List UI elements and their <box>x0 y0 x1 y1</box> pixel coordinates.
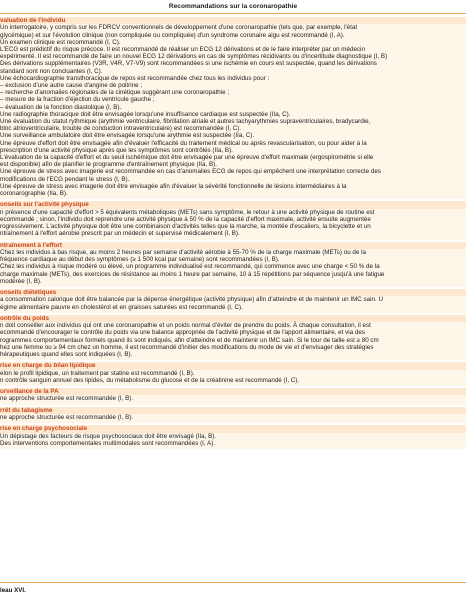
recommendation-line: n présence d'une capacité d'effort > 5 équivalents métaboliques (METs) sans symptôme, le retour à une activité physique de routine est <box>0 208 375 216</box>
section-body <box>0 209 466 240</box>
recommendation-line: ecommandé ; sinon, l'individu doit reprendre une activité physique à 50 % de la capacité d'effort maximale, activité ensuite augmentée <box>0 215 371 223</box>
recommendation-line: ne approche structurée est recommandée (I, B). <box>0 413 134 421</box>
recommendation-line: Un interrogatoire, y compris sur les FDRCV conventionnels de développement d'une coronaropathie (tels que, par exemple, l'état <box>0 24 358 32</box>
recommendation-line: ntraînement à l'effort aérobie prescrit par un médecin et supervisé médicalement (I, B). <box>0 230 240 238</box>
section-body <box>0 433 466 449</box>
table-title: Recommandations sur la coronaropathie <box>168 3 298 10</box>
recommendation-line: coronarographie (IIa, B). <box>0 190 68 198</box>
section-heading: onseils sur l'activité physique <box>0 201 466 208</box>
section-heading: rrêt du tabagisme <box>0 407 466 414</box>
recommendation-line: charge maximale (METs), des exercices de résistance au moins 1 heure par semaine, 10 à 15 répétitions par séquence jusqu'à une fatigue <box>0 270 385 278</box>
recommendation-line: hérapeutiques quand elles sont indiquées (I, B). <box>0 350 133 358</box>
recommendation-line: – évaluation de la fonction diastolique (I, B). <box>0 103 122 111</box>
recommendation-line: Des dérivations supplémentaires (V3R, V4R, V7-V9) sont recommandées si une ischémie en cours est suspectée, quand les dérivations <box>0 60 377 68</box>
section-body <box>0 322 466 360</box>
section-body <box>0 370 466 386</box>
bottom-divider <box>0 582 466 583</box>
section-heading: valuation de l'individu <box>0 17 466 24</box>
recommendation-line: expérimenté. Il est recommandé de faire un nouvel ECG 12 dérivations en cas de symptômes récidivants ou d'incertitude diagnostique (I, B) <box>0 53 388 61</box>
recommendation-line: Une surveillance ambulatoire doit être envisagée lorsqu'une arythmie est suspectée (IIa, C). <box>0 132 255 140</box>
recommendation-line: ne approche structurée est recommandée (I, B). <box>0 395 134 403</box>
recommendation-line: glycémique) et sur l'évolution clinique (non compliquée ou compliquée) d'un syndrome coronaire aigu est recommandé (I, A). <box>0 31 345 39</box>
recommendation-line: hez une femme ou ≥ 94 cm chez un homme, il est recommandé d'initier des modifications du mode de vie et d'envisager des stratégies <box>0 343 374 351</box>
recommendation-line: Un examen clinique est recommandé (I, C). <box>0 38 121 46</box>
section-heading: rise en charge psychosociale <box>0 425 466 432</box>
recommendation-line: – recherche d'anomalies régionales de la cinétique suggérant une coronaropathie ; <box>0 89 230 97</box>
recommendation-line: égime alimentaire pauvre en cholestérol et en graisses saturées est recommandé (I, C). <box>0 303 243 311</box>
recommendation-line: – exclusion d'une autre cause d'angine de poitrine ; <box>0 82 143 90</box>
recommendation-line: Un dépistage des facteurs de risque psychosociaux doit être envisagé (IIa, B). <box>0 432 217 440</box>
recommendation-line: bloc atrioventriculaire, trouble de conduction intraventriculaire) est recommandée (I, C). <box>0 125 242 133</box>
section-body <box>0 395 466 404</box>
recommendation-line: rogrammes comportementaux formels quand ils sont indiqués, afin d'atteindre et de maintenir un IMC sain. Si le tour de taille est ≥ 80 cm <box>0 336 379 344</box>
recommendation-line: prescription d'une activité physique après que les symptômes sont contrôlés (IIa, B). <box>0 146 233 154</box>
section-body <box>0 249 466 287</box>
section-body <box>0 414 466 423</box>
recommendation-line: standard sont non concluantes (I, C). <box>0 67 103 75</box>
top-divider <box>0 13 466 14</box>
table-body <box>0 15 466 581</box>
recommendation-line: est disponible) afin de planifier le programme d'entraînement physique (IIa, B). <box>0 161 217 169</box>
recommendation-line: Une épreuve de stress avec imagerie doit être envisagée afin d'évaluer la sévérité fonctionnelle de lésions intermédiaires à la <box>0 182 347 190</box>
recommendation-line: Une radiographie thoracique doit être envisagée lorsqu'une insuffisance cardiaque est suspectée (IIa, C). <box>0 110 291 118</box>
recommendation-line: Des interventions comportementales multimodales sont recommandées (I, A). <box>0 439 216 447</box>
recommendation-line: Chez les individus à bas risque, au moins 2 heures par semaine d'activité aérobie à 55-70 % de la charge maximale (METs) ou de la <box>0 248 366 256</box>
recommendation-line: rogressivement. L'activité physique doit être une combinaison d'activités telles que la marche, la montée d'escaliers, la bicyclette et un <box>0 223 371 231</box>
recommendation-line: modifications de l'ECG pendant le stress (I, B). <box>0 175 130 183</box>
recommendation-line: L'ECG est prédictif du risque précoce. Il est recommandé de réaliser un ECG 12 dérivations et de le faire interpréter par un médecin <box>0 46 365 54</box>
section-heading: onseils diététiques <box>0 289 466 296</box>
table-caption: leau XVI. <box>0 587 26 594</box>
section-heading: ontrôle du poids <box>0 315 466 322</box>
recommendation-line: Une évaluation du statut rythmique (arythmie ventriculaire, fibrillation atriale et autres tachyarythmies supraventriculaires, bradycardie, <box>0 118 371 126</box>
recommendation-line: fréquence cardiaque au début des symptômes (≥ 1 500 kcal par semaine) sont recommandées (I, B). <box>0 256 280 264</box>
recommendation-line: n doit conseiller aux individus qui ont une coronaropathie et un poids normal d'éviter de prendre du poids. À chaque consultation, il est <box>0 322 371 330</box>
recommendation-line: – mesure de la fraction d'éjection du ventricule gauche ; <box>0 96 155 104</box>
recommendation-line: Une échocardiographie transthoracique de repos est recommandée chez tous les individus pour : <box>0 74 270 82</box>
section-heading: urveillance de la PA <box>0 388 466 395</box>
recommendation-line: Une épreuve d'effort doit être envisagée afin d'évaluer l'efficacité du traitement médical ou après revascularisation, ou pour aider à la <box>0 139 367 147</box>
section-body <box>0 24 466 199</box>
recommendation-line: elon le profil lipidique, un traitement par statine est recommandé (I, B). <box>0 369 195 377</box>
recommendation-line: L'évaluation de la capacité d'effort et du seuil ischémique doit être envisagée par une épreuve d'effort maximale (ergospirométrie si elle <box>0 154 374 162</box>
recommendation-line: n contrôle sanguin annuel des lipides, du métabolisme du glucose et de la créatinine est recommandé (I, C). <box>0 376 300 384</box>
recommendation-line: Chez les individus à risque modéré ou élevé, un programme individualisé est recommandé, qui commence avec une charge < 50 % de la <box>0 263 380 271</box>
section-heading: rise en charge du bilan lipidique <box>0 362 466 369</box>
recommendation-line: modérée (I, B). <box>0 277 42 285</box>
recommendation-line: ecommandé d'encourager le contrôle du poids via une balance appropriée de l'activité physique et de l'apport alimentaire, et via des <box>0 329 365 337</box>
recommendation-line: Une épreuve de stress avec imagerie est recommandée en cas d'anomalies ECG de repos qui empêchent une interprétation correcte des <box>0 168 381 176</box>
section-body <box>0 296 466 312</box>
recommendation-line: a consommation calorique doit être balancée par la dépense énergétique (activité physique) afin d'atteindre et de maintenir un IMC sain. U <box>0 296 384 304</box>
section-heading: ntraînement à l'effort <box>0 242 466 249</box>
